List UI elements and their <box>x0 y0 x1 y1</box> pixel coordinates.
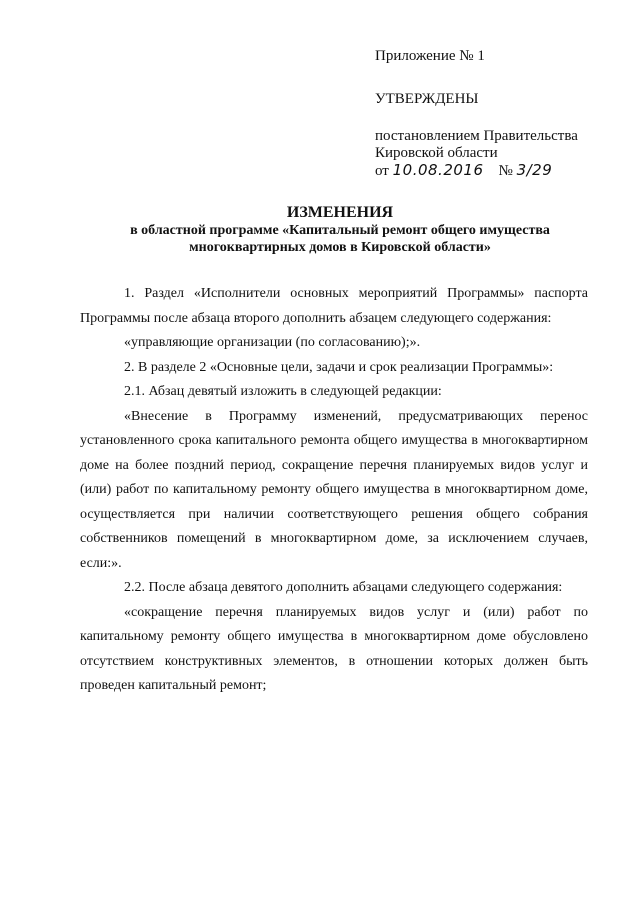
paragraph-6: 2.2. После абзаца девятого дополнить абзацами следующего содержания: <box>124 580 563 595</box>
date-number-line <box>375 162 625 180</box>
paragraph-7: «сокращение перечня планируемых видов услуг и (или) работ по капитальному ремонту общего имущества в многоквартирном доме обусловлено отсутствием конструктивных элементов, в отношении которых должен быть проведен капитальный ремонт; <box>80 604 588 693</box>
resolution-line-2: Кировской области <box>375 145 498 161</box>
paragraph-5: «Внесение в Программу изменений, предусматривающих перенос установленного срока капитального ремонта общего имущества в многоквартирном доме на более поздний период, сокращение перечня планируемых видов услуг и (или) работ по капитальному ремонту общего имущества в многоквартирном доме, осуществляется при наличии соответствующего решения общего собрания собственников помещений в многоквартирном доме, за исключением случаев, если:». <box>80 408 588 571</box>
approved-label: УТВЕРЖДЕНЫ <box>375 91 479 107</box>
title-line-3: многоквартирных домов в Кировской области» <box>189 240 491 255</box>
number-prefix: № <box>498 163 513 179</box>
title-line-2: в областной программе «Капитальный ремонт общего имущества <box>130 223 550 238</box>
handwritten-date: 10.08.2016 <box>392 161 484 179</box>
paragraph-4: 2.1. Абзац девятый изложить в следующей редакции: <box>124 384 442 399</box>
paragraph-3: 2. В разделе 2 «Основные цели, задачи и срок реализации Программы»: <box>124 359 554 375</box>
date-prefix: от <box>375 163 389 179</box>
title-line-1: ИЗМЕНЕНИЯ <box>286 204 394 221</box>
document-body <box>80 282 588 699</box>
approval-block <box>375 48 625 180</box>
document-title <box>80 204 600 256</box>
paragraph-2: «управляющие организации (по согласованию);». <box>124 335 421 350</box>
paragraph-1: 1. Раздел «Исполнители основных мероприятий Программы» паспорта Программы после абзаца второго дополнить абзацем следующего содержания: <box>80 286 588 326</box>
handwritten-number: 3/29 <box>516 161 553 179</box>
appendix-label: Приложение № 1 <box>375 48 485 64</box>
resolution-line-1: постановлением Правительства <box>375 128 578 144</box>
